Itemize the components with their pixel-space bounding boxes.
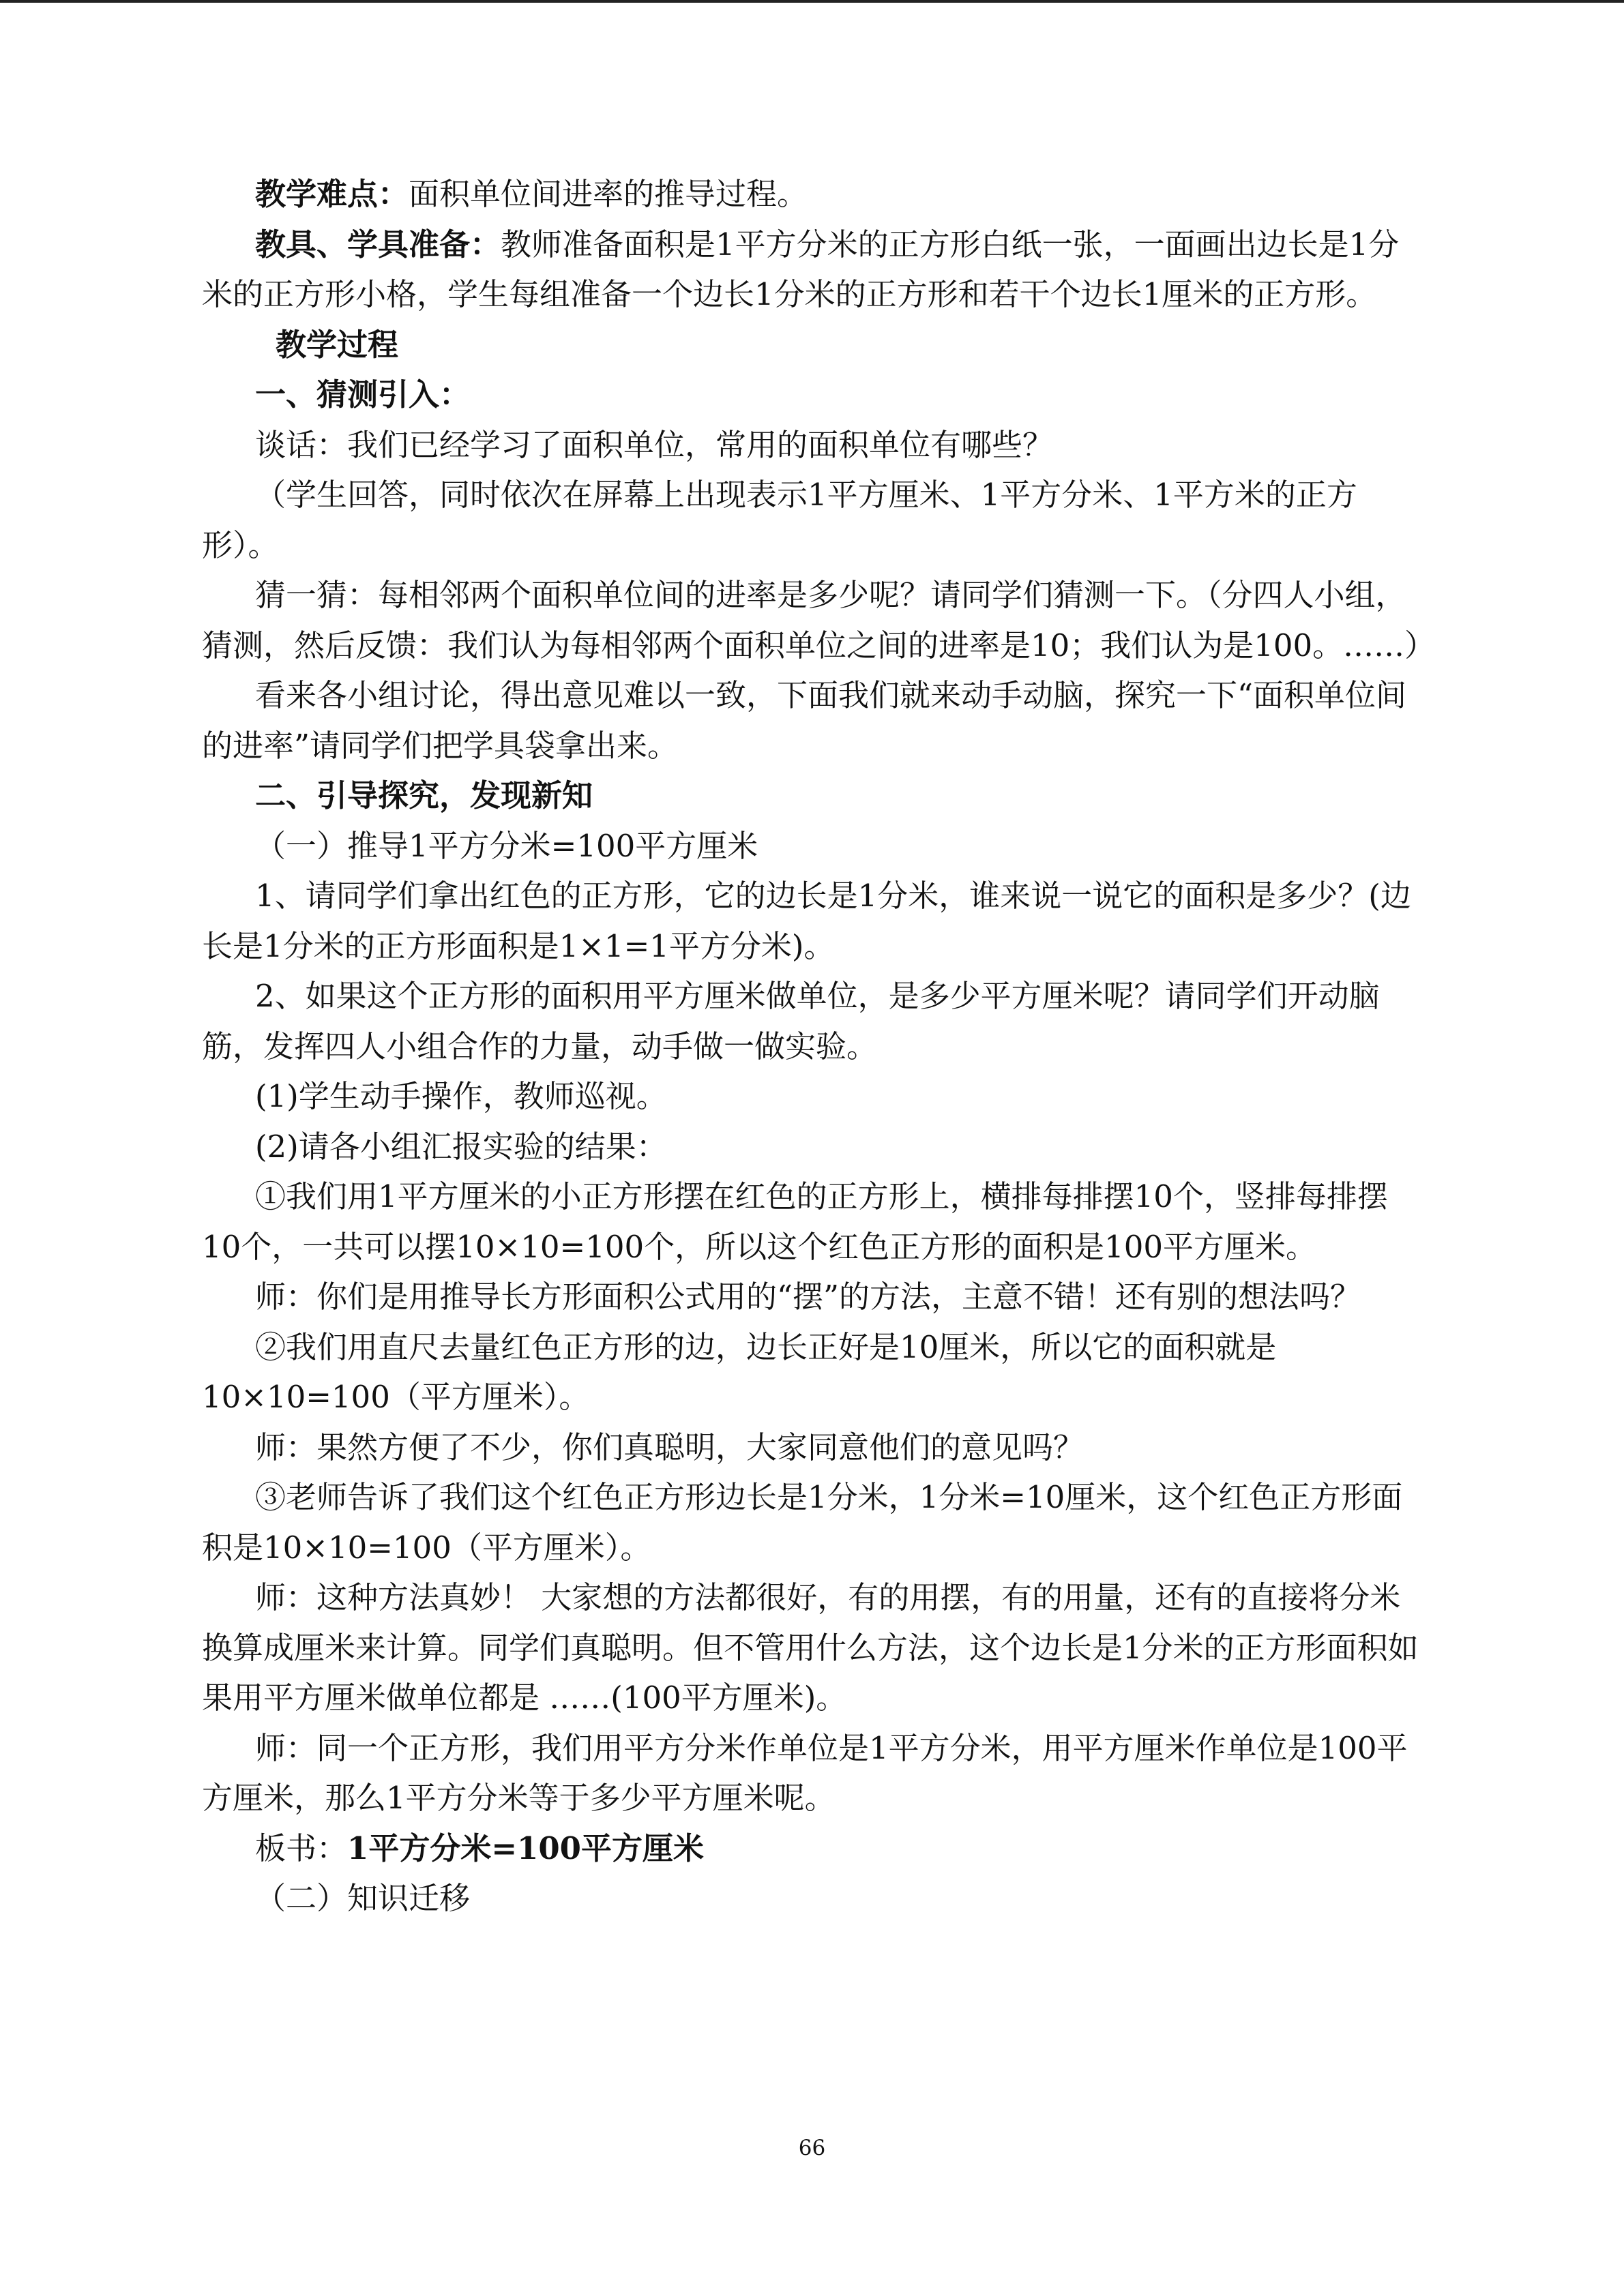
blackboard-label: 板书： — [255, 1830, 348, 1866]
teaching-difficulty-paragraph — [202, 169, 1423, 220]
paragraph-talk: 谈话：我们已经学习了面积单位，常用的面积单位有哪些？ — [255, 426, 1054, 463]
paragraph-substep-1: (1)学生动手操作，教师巡视。 — [255, 1078, 667, 1114]
paragraph-teacher-remark-4: 师：同一个正方形，我们用平方分米作单位是1平方分米，用平方厘米作单位是100平方厘米，那么1平方分米等于多少平方厘米呢。 — [202, 1729, 1408, 1816]
paragraph-teacher-remark-2: 师：果然方便了不少，你们真聪明，大家同意他们的意见吗？ — [255, 1429, 1084, 1465]
paragraph-method-1: ①我们用1平方厘米的小正方形摆在红色的正方形上，横排每排摆10个，竖排每排摆10个，一共可以摆10×10=100个，所以这个红色正方形的面积是100平方厘米。 — [202, 1178, 1388, 1265]
section-heading-teaching-process: 教学过程 — [276, 326, 399, 363]
paragraph-group-discussion: 看来各小组讨论，得出意见难以一致，下面我们就来动手动脑，探究一下“面积单位间的进率”请同学们把学具袋拿出来。 — [202, 677, 1407, 764]
paragraph-teacher-remark-3: 师：这种方法真妙！ 大家想的方法都很好，有的用摆，有的用量，还有的直接将分米换算成厘米来计算。同学们真聪明。但不管用什么方法，这个边长是1分米的正方形面积如果用平方厘米做单位都是 ……(100平方厘米)。 — [202, 1579, 1419, 1716]
section-heading-guess-intro: 一、猜测引入： — [255, 376, 471, 413]
paragraph-substep-2: (2)请各小组汇报实验的结果： — [255, 1128, 667, 1165]
teaching-aids-text: 教师准备面积是1平方分米的正方形白纸一张，一面画出边长是1分米的正方形小格，学生每组准备一个边长1分米的正方形和若干个边长1厘米的正方形。 — [202, 226, 1400, 312]
blackboard-paragraph — [202, 1823, 1423, 1874]
paragraph-student-answer: （学生回答，同时依次在屏幕上出现表示1平方厘米、1平方分米、1平方米的正方形）。 — [202, 477, 1357, 563]
teaching-aids-paragraph — [202, 220, 1423, 320]
teaching-difficulty-text: 面积单位间进率的推导过程。 — [409, 176, 808, 212]
teaching-difficulty-label: 教学难点： — [255, 176, 409, 212]
section-heading-guided-exploration: 二、引导探究，发现新知 — [255, 777, 593, 814]
paragraph-step-2: 2、如果这个正方形的面积用平方厘米做单位，是多少平方厘米呢？请同学们开动脑筋，发挥四人小组合作的力量，动手做一做实验。 — [202, 978, 1380, 1064]
document-body — [202, 169, 1436, 1924]
paragraph-guess: 猜一猜：每相邻两个面积单位间的进率是多少呢？请同学们猜测一下。（分四人小组，猜测，然后反馈：我们认为每相邻两个面积单位之间的进率是10；我们认为是100。……） — [202, 577, 1436, 664]
paragraph-method-3: ③老师告诉了我们这个红色正方形边长是1分米，1分米=10厘米，这个红色正方形面积是10×10=100（平方厘米）。 — [202, 1479, 1403, 1566]
page-number: 66 — [798, 2136, 826, 2160]
teaching-aids-label: 教具、学具准备： — [255, 226, 501, 263]
paragraph-method-2: ②我们用直尺去量红色正方形的边，边长正好是10厘米，所以它的面积就是10×10=100（平方厘米）。 — [202, 1328, 1277, 1415]
subsection-heading-transfer: （二）知识迁移 — [255, 1880, 471, 1916]
paragraph-teacher-remark-1: 师：你们是用推导长方形面积公式用的“摆”的方法，主意不错！还有别的想法吗？ — [255, 1279, 1361, 1315]
paragraph-step-1: 1、请同学们拿出红色的正方形，它的边长是1分米，谁来说一说它的面积是多少？(边长是1分米的正方形面积是1×1=1平方分米)。 — [202, 878, 1411, 964]
subsection-heading-derive: （一）推导1平方分米=100平方厘米 — [255, 827, 758, 864]
top-border-line — [0, 0, 1624, 3]
blackboard-formula: 1平方分米=100平方厘米 — [347, 1830, 704, 1866]
